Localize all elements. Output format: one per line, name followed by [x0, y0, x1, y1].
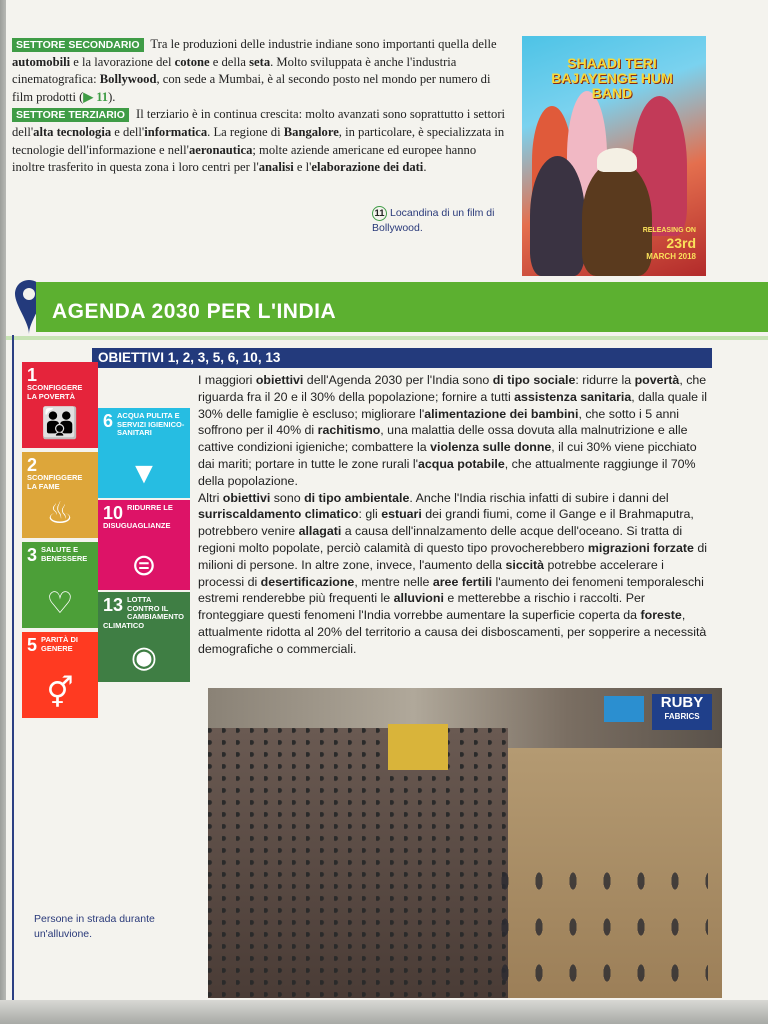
poster-release-label: RELEASING ON: [642, 227, 696, 234]
sdg-tile-10: [98, 500, 190, 590]
water-drop-icon: ▼: [129, 457, 159, 490]
text: , mentre nelle: [354, 574, 433, 589]
tertiary-sector-paragraph: [12, 106, 507, 176]
sdg-number: 10: [103, 503, 124, 523]
text: Tra le produzioni delle industrie indiane sono importanti quella delle: [147, 37, 497, 51]
tertiary-sector-tag: SETTORE TERZIARIO: [12, 108, 129, 122]
sdg-label: ACQUA PULITA E SERVIZI IGIENICO-SANITARI: [117, 411, 185, 437]
figure-number: 11: [372, 206, 387, 221]
text: e metterebbe a rischio i raccolti. Per fronteggiare questi fenomeni l'India vorrebbe aumentare la superficie coperta da: [198, 591, 645, 623]
text: sono: [270, 490, 305, 505]
sdg-tile-5: [22, 632, 98, 718]
sdg-label: SALUTE E BENESSERE: [41, 545, 88, 563]
flood-photo: [208, 688, 722, 998]
text: , dalla quale il 30% delle famiglie è escluso; migliorare l': [198, 389, 708, 421]
text-bold: Bangalore: [283, 124, 339, 139]
text: , con sede a Mumbai, è al secondo posto nel mondo per numero di film prodotti (: [12, 72, 491, 104]
secondary-sector-paragraph: [12, 36, 507, 106]
text-bold: aeronautica: [188, 142, 253, 157]
agenda-title: AGENDA 2030 PER L'INDIA: [52, 300, 337, 323]
photo-crowd: [208, 728, 508, 998]
photo-people-foreground: [488, 858, 708, 998]
text: di milioni di persone. In altre zone, invece, l'aumento della: [198, 540, 707, 572]
poster-figure: [530, 156, 585, 276]
figure-reference-link[interactable]: ▶ 11: [83, 89, 109, 104]
social-goals-paragraph: [198, 372, 713, 490]
text: a causa dell'innalzamento delle acque dell'oceano. Si tratta di regioni molto popolate, perciò calamità di questo tipo provocherebbero: [198, 524, 683, 555]
text: , attualmente ridotta al 20% del territorio a causa dei disboscamenti, per sopperire a necessità demografiche o commerciali.: [198, 608, 707, 656]
text: .: [423, 160, 427, 175]
text-bold: assistenza sanitaria: [514, 389, 632, 404]
agenda-underline: [6, 336, 768, 340]
photo-bus: [388, 724, 448, 770]
economy-text: [12, 36, 507, 177]
text-bold: povertà: [634, 373, 680, 387]
text-bold: rachitismo: [317, 423, 381, 438]
shop-sign: [652, 694, 712, 730]
text: ; molte aziende americane ed europee hanno inoltre trasferito in questa zona i loro centri per l': [12, 142, 477, 175]
text-bold: cotone: [174, 54, 210, 69]
text-bold: informatica: [144, 124, 208, 139]
text: e la lavorazione del: [70, 54, 175, 69]
text-bold: desertificazione: [260, 574, 355, 589]
agenda-body-text: [198, 372, 713, 658]
sdg-number: 6: [103, 411, 114, 431]
sdg-tile-3: [22, 542, 98, 628]
text: I maggiori: [198, 373, 256, 387]
sdg-tile-2: [22, 452, 98, 538]
poster-release-month: MARCH 2018: [646, 252, 696, 261]
text-bold: Bollywood: [99, 72, 157, 87]
text-bold: seta: [249, 54, 271, 69]
sdg-number: 13: [103, 595, 124, 615]
text: l'aumento dei fenomeni temporaleschi estremi renderebbe più frequenti le: [198, 574, 704, 606]
agenda-left-rule: [12, 335, 14, 1000]
text: e l': [293, 160, 312, 175]
text: , il cui 30% viene picchiato dai mariti; portare in tutte le zone rurali l': [198, 440, 697, 471]
poster-figure: [582, 161, 652, 276]
shop-sign-blue: [604, 696, 644, 722]
text: : ridurre la: [575, 373, 635, 387]
shop-sign-name: RUBY: [660, 694, 704, 711]
sdg-label: LOTTA CONTRO IL CAMBIAMENTO CLIMATICO: [103, 595, 184, 630]
text-bold: foreste: [640, 608, 682, 623]
food-bowl-icon: ♨: [46, 497, 74, 530]
poster-caption: [372, 206, 512, 236]
text-bold: aree fertili: [432, 574, 493, 589]
sdg-label: SCONFIGGERE LA FAME: [27, 473, 83, 491]
shop-sign-sub: FABRICS: [664, 712, 700, 721]
page-edge: [0, 1000, 768, 1024]
text: , che sotto i 5 anni soffrono per il 40% di: [198, 406, 680, 438]
poster-caption-text: Locandina di un film di Bollywood.: [372, 207, 495, 234]
sdg-label: PARITÀ DI GENERE: [41, 635, 78, 653]
text: , che attualmente raggiunge il 70% della popolazione.: [198, 456, 696, 488]
text-bold: automobili: [12, 54, 71, 69]
sdg-tile-1: [22, 362, 98, 448]
text: . Anche l'India rischia infatti di subire i danni del: [409, 490, 669, 505]
equality-icon: ⊜: [131, 549, 157, 582]
text-bold: surriscaldamento climatico: [198, 507, 359, 522]
text: dei grandi fiumi, come il Gange e il Brahmaputra, potrebbero venire: [198, 507, 694, 539]
text-bold: siccità: [505, 557, 545, 572]
text: potrebbe accelerare i processi di: [198, 557, 664, 589]
gender-equality-icon: ⚥: [46, 677, 74, 710]
text: . Molto sviluppata è anche l'industria cinematografica:: [12, 54, 457, 87]
text-bold: migrazioni forzate: [587, 540, 694, 555]
environmental-goals-paragraph: [198, 490, 713, 658]
text: , che riguarda fra il 20 e il 30% della popolazione; fornire a tutti: [198, 373, 707, 404]
sdg-tile-6: [98, 408, 190, 498]
text: . La regione di: [207, 124, 284, 139]
text: e dell': [111, 124, 145, 139]
text: : gli: [358, 507, 382, 522]
text-bold: acqua potabile: [418, 456, 505, 471]
sdg-number: 5: [27, 635, 38, 655]
sdg-label: SCONFIGGERE LA POVERTÀ: [27, 383, 83, 401]
text-bold: di tipo ambientale: [304, 490, 410, 505]
text: Altri: [198, 490, 223, 505]
eye-globe-icon: ◉: [130, 641, 158, 674]
sdg-tile-13: [98, 592, 190, 682]
text: e della: [209, 54, 250, 69]
poster-title: SHAADI TERI BAJAYENGE HUM BAND: [551, 55, 673, 101]
movie-poster: [522, 36, 706, 276]
text: , in particolare, è specializzata in tecnologie dell'informazione e nell': [12, 124, 505, 157]
heartbeat-icon: ♡: [46, 587, 74, 620]
text: dell'Agenda 2030 per l'India sono: [303, 373, 493, 387]
objectives-bar: OBIETTIVI 1, 2, 3, 5, 6, 10, 13: [92, 348, 712, 368]
sdg-number: 2: [27, 455, 38, 475]
text: ).: [108, 89, 116, 104]
text-bold: alta tecnologia: [33, 124, 112, 139]
secondary-sector-tag: SETTORE SECONDARIO: [12, 38, 144, 52]
text-bold: estuari: [381, 507, 422, 522]
text-bold: elaborazione dei dati: [311, 160, 424, 175]
sdg-number: 3: [27, 545, 38, 565]
text-bold: allagati: [298, 524, 342, 539]
text: , una malattia delle ossa dovuta alla malnutrizione e alle cattive condizioni igieniche; combattere la: [198, 423, 688, 455]
text-bold: alluvioni: [393, 591, 444, 606]
family-icon: 👪: [41, 407, 79, 440]
poster-release-day: 23rd: [666, 235, 696, 251]
text-bold: alimentazione dei bambini: [424, 406, 579, 421]
text-bold: violenza sulle donne: [430, 440, 552, 455]
text-bold: obiettivi: [222, 490, 271, 505]
text: Il terziario è in continua crescita: molto avanzati sono soprattutto i settori dell': [12, 107, 506, 139]
text-bold: di tipo sociale: [492, 373, 576, 387]
sdg-number: 1: [27, 365, 38, 385]
text-bold: obiettivi: [255, 373, 304, 387]
sdg-label: RIDURRE LE DISUGUAGLIANZE: [103, 503, 173, 530]
text-bold: analisi: [258, 160, 294, 175]
poster-release-date: [643, 225, 696, 262]
photo-caption: Persone in strada durante un'alluvione.: [34, 913, 155, 940]
poster-figure: [597, 148, 637, 172]
